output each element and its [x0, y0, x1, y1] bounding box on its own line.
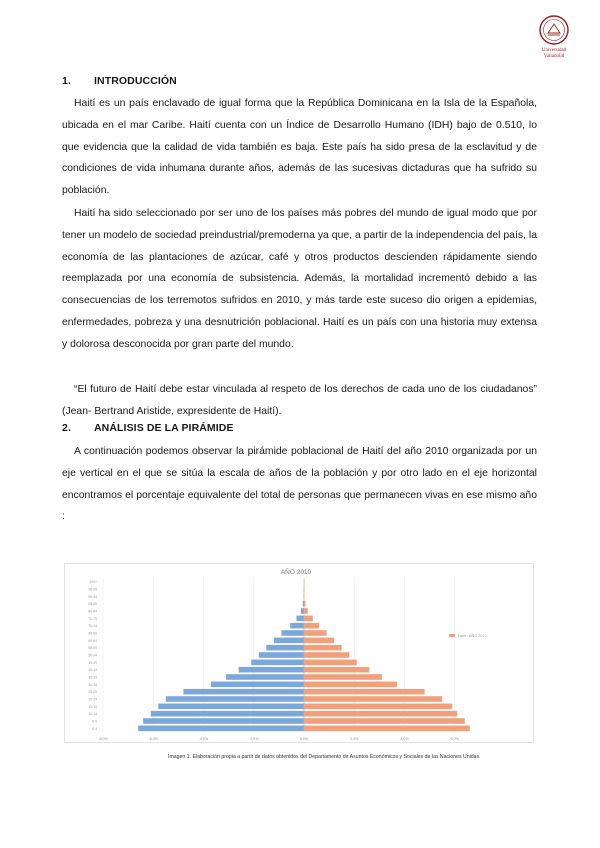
bar-mujeres: [304, 616, 313, 622]
y-tick-label: 90-94: [88, 594, 97, 599]
quote-text: “El futuro de Haití debe estar vinculada al respeto de los derechos de cada uno de los ciudadanos” (Jean- Bertrand Aristide, expresidente de Haití).: [62, 384, 537, 417]
y-tick-label: 85-89: [88, 602, 97, 607]
bar-mujeres: [304, 645, 342, 651]
y-tick-label: 15-19: [88, 704, 97, 709]
y-tick-label: 25-29: [88, 690, 97, 695]
university-seal-icon: [536, 14, 572, 48]
bar-hombres: [166, 696, 304, 702]
y-tick-label: 30-34: [88, 682, 97, 687]
y-tick-label: 40-44: [88, 668, 97, 673]
y-tick-label: 45-49: [88, 660, 97, 665]
bar-mujeres: [304, 674, 382, 680]
population-pyramid-svg: [65, 564, 533, 742]
y-tick-label: 20-24: [88, 697, 97, 702]
bar-hombres: [266, 645, 304, 651]
quote-paragraph: [62, 379, 537, 423]
analysis-paragraph-text: A continuación podemos observar la pirámide poblacional de Haití del año 2010 organizada por un eje vertical en el que se sitúa la escala de años de la población y por otro lado en el eje horizontal encontramos el porcentaje equivalente del total de personas que permanecen vivas en ese mismo año :: [62, 446, 537, 523]
x-tick-label: 6,0%: [450, 737, 459, 741]
bar-hombres: [251, 660, 304, 666]
bar-hombres: [226, 674, 304, 680]
bar-mujeres: [304, 638, 334, 644]
chart-title: AÑO 2010: [280, 569, 312, 576]
analysis-paragraph: [62, 441, 537, 528]
bar-hombres: [259, 652, 304, 658]
bar-hombres: [138, 726, 304, 732]
bar-mujeres: [304, 718, 465, 724]
bar-hombres: [151, 711, 304, 717]
bar-hombres: [290, 623, 304, 629]
section-1-heading: [62, 75, 177, 87]
bar-hombres: [301, 608, 304, 614]
y-tick-label: 70-74: [88, 624, 97, 629]
bar-hombres: [143, 718, 304, 724]
x-tick-label: -6,0%: [148, 737, 158, 741]
bar-mujeres: [304, 711, 457, 717]
section-1-number: 1.: [62, 75, 71, 87]
figure-caption: Imagen 1. Elaboración propia a partir de datos obtenidos del Departamento de Asuntos Económicos y Sociales de las Naciones Unidas.: [168, 754, 481, 760]
bar-hombres: [296, 616, 304, 622]
bar-hombres: [183, 689, 304, 695]
bar-mujeres: [304, 630, 327, 636]
y-tick-label: 100+: [89, 580, 97, 585]
y-tick-label: 5-9: [92, 719, 97, 724]
bar-hombres: [158, 704, 304, 710]
bar-mujeres: [304, 608, 308, 614]
population-pyramid-chart: [64, 563, 534, 743]
y-tick-label: 55-59: [88, 646, 97, 651]
section-1-title: INTRODUCCIÓN: [94, 75, 177, 87]
bar-hombres: [281, 630, 304, 636]
y-tick-label: 35-39: [88, 675, 97, 680]
y-tick-label: 65-69: [88, 631, 97, 636]
y-tick-label: 60-64: [88, 638, 97, 643]
x-tick-label: -8,0%: [98, 737, 108, 741]
bar-mujeres: [304, 696, 442, 702]
x-tick-label: 2,0%: [350, 737, 359, 741]
bar-hombres: [211, 682, 304, 688]
bar-mujeres: [304, 682, 397, 688]
x-tick-label: -2,0%: [249, 737, 259, 741]
logo-text: [536, 48, 572, 59]
y-tick-label: 0-4: [92, 726, 97, 731]
intro-paragraph-2-text: Haití ha sido seleccionado por ser uno de los países más pobres del mundo de igual modo que por tener un modelo de sociedad preindustrial/premoderna ya que, a partir de la independencia del país, la economía de las plantaciones de azúcar, café y otros productos descienden rápidamente siendo reemplazada por una economía de subsistencia. Además, la mortalidad incrementó debido a las consecuencias de los terremotos sufridos en 2010, y más tarde este suceso dio origen a epidemias, enfermedades, pobreza y una desnutrición poblacional. Haití es un país con una historia muy extensa y dolorosa desconocida por gran parte del mundo.: [62, 208, 537, 350]
bar-hombres: [274, 638, 304, 644]
y-tick-label: 75-79: [88, 616, 97, 621]
logo-line1: Universidad: [541, 48, 567, 53]
section-2-heading: [62, 422, 234, 434]
university-logo: [536, 14, 572, 60]
bar-mujeres: [304, 726, 470, 732]
bar-mujeres: [304, 689, 425, 695]
x-tick-label: -4,0%: [198, 737, 209, 741]
y-tick-label: 95-99: [88, 587, 97, 592]
intro-paragraph-1: [62, 93, 537, 202]
y-tick-label: 10-14: [88, 712, 97, 717]
y-tick-label: 80-84: [88, 609, 97, 614]
logo-line2: Valladolid: [543, 53, 565, 59]
bar-mujeres: [304, 704, 452, 710]
bar-mujeres: [304, 667, 369, 673]
bar-mujeres: [304, 660, 357, 666]
x-tick-label: 0,0%: [299, 737, 309, 741]
bar-hombres: [239, 667, 304, 673]
section-2-title: ANÁLISIS DE LA PIRÁMIDE: [94, 422, 234, 434]
legend-swatch: [449, 634, 455, 637]
x-tick-label: 4,0%: [400, 737, 409, 741]
intro-paragraph-1-text: Haití es un país enclavado de igual forma que la República Dominicana en la Isla de la Española, ubicada en el mar Caribe. Haití cuenta con un Índice de Desarrollo Humano (IDH) bajo de 0.510, lo que evidencia que la calidad de vida también es baja. Este país ha sido presa de la esclavitud y de condiciones de vida inhumana durante años, además de las sucesivas dictaduras que ha sufrido su población.: [62, 98, 537, 197]
bar-mujeres: [304, 623, 319, 629]
y-tick-label: 50-54: [88, 653, 97, 658]
section-2-number: 2.: [62, 422, 71, 434]
legend-label: Haití · AÑO 2010: [458, 634, 487, 638]
bar-mujeres: [304, 652, 349, 658]
intro-paragraph-2: [62, 203, 537, 356]
